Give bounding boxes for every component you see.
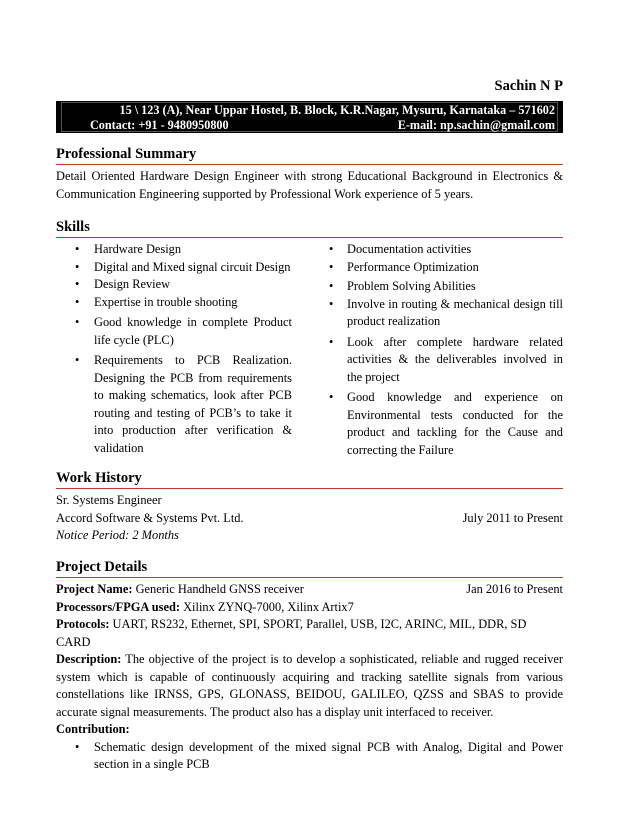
- protocols-label: Protocols:: [56, 617, 110, 631]
- skill-item: • Requirements to PCB Realization. Designing the PCB from requirements to making schematics, look after PCB routing and testing of PCB’s to take it into production after verification & validation: [56, 352, 292, 457]
- project-name: [56, 581, 304, 599]
- skills-left-list: [56, 241, 292, 457]
- skill-item: • Expertise in trouble shooting: [56, 294, 292, 312]
- work-company: Accord Software & Systems Pvt. Ltd.: [56, 510, 244, 525]
- email-line: E-mail: np.sachin@gmail.com: [397, 118, 555, 132]
- description-label: Description:: [56, 652, 122, 666]
- skill-item: • Good knowledge in complete Product life cycle (PLC): [56, 314, 292, 349]
- skills-section: [56, 219, 563, 459]
- skills-heading: Skills: [56, 219, 563, 238]
- skill-item: • Look after complete hardware related activities & the deliverables involved in the project: [327, 334, 563, 387]
- project-name-value: Generic Handheld GNSS receiver: [132, 582, 304, 596]
- processors-value: Xilinx ZYNQ-7000, Xilinx Artix7: [180, 599, 354, 614]
- project-heading: Project Details: [56, 559, 563, 578]
- skill-item: • Problem Solving Abilities: [327, 278, 563, 296]
- work-role: Sr. Systems Engineer: [56, 493, 162, 507]
- summary-text: Detail Oriented Hardware Design Engineer with strong Educational Background in Electronics & Communication Engineering supported by Professional Work experience of 5 years.: [56, 169, 563, 201]
- project-name-label: Project Name:: [56, 582, 133, 596]
- skill-item: • Design Review: [56, 276, 292, 294]
- description-paragraph: [56, 651, 563, 721]
- skill-item: • Documentation activities: [327, 241, 563, 259]
- contact-bar: [56, 101, 563, 133]
- work-company-row: [56, 510, 563, 528]
- address-line: 15 \ 123 (A), Near Uppar Hostel, B. Block, K.R.Nagar, Mysuru, Karnataka – 571602: [119, 103, 555, 117]
- contribution-label: Contribution:: [56, 722, 130, 736]
- skill-item: • Hardware Design: [56, 241, 292, 259]
- contribution-list: [56, 739, 563, 774]
- skill-item: • Performance Optimization: [327, 259, 563, 277]
- skills-right-column: [327, 241, 563, 459]
- skill-item: • Good knowledge and experience on Environmental tests conducted for the product and tackling for the Cause and correcting the Failure: [327, 389, 563, 459]
- summary-heading: Professional Summary: [56, 146, 563, 165]
- skill-item: • Digital and Mixed signal circuit Design: [56, 259, 292, 277]
- processors-label: Processors/FPGA used:: [56, 599, 181, 614]
- candidate-name: Sachin N P: [494, 78, 563, 94]
- summary-section: [56, 146, 563, 203]
- project-section: [56, 559, 563, 774]
- skills-columns: [56, 241, 563, 459]
- protocols-value: UART, RS232, Ethernet, SPI, SPORT, Parallel, USB, I2C, ARINC, MIL, DDR, SD CARD: [56, 617, 527, 649]
- work-period: July 2011 to Present: [462, 510, 563, 525]
- phone-line: Contact: +91 - 9480950800: [90, 118, 229, 132]
- contact-box: [61, 102, 558, 132]
- project-period: Jan 2016 to Present: [466, 582, 563, 596]
- skills-left-column: [56, 241, 292, 459]
- skill-item: • Involve in routing & mechanical design till product realization: [327, 296, 563, 331]
- processors-line: [56, 599, 563, 617]
- notice-period: Notice Period: 2 Months: [56, 528, 179, 542]
- contribution-item: • Schematic design development of the mixed signal PCB with Analog, Digital and Power section in a single PCB: [56, 739, 563, 774]
- protocols-line: [56, 616, 563, 651]
- project-name-row: [56, 581, 563, 599]
- description-value: The objective of the project is to develop a sophisticated, reliable and rugged receiver system which is capable of continuously acquiring and tracking satellite signals from various constellations like IRNSS, GPS, GLONASS, BEIDOU, GALILEO, QZSS and SBAS to provide accurate signal measurements. The product also has a display unit interfaced to receiver.: [56, 652, 563, 719]
- work-section: [56, 470, 563, 545]
- skills-right-list: [327, 241, 563, 459]
- work-heading: Work History: [56, 470, 563, 489]
